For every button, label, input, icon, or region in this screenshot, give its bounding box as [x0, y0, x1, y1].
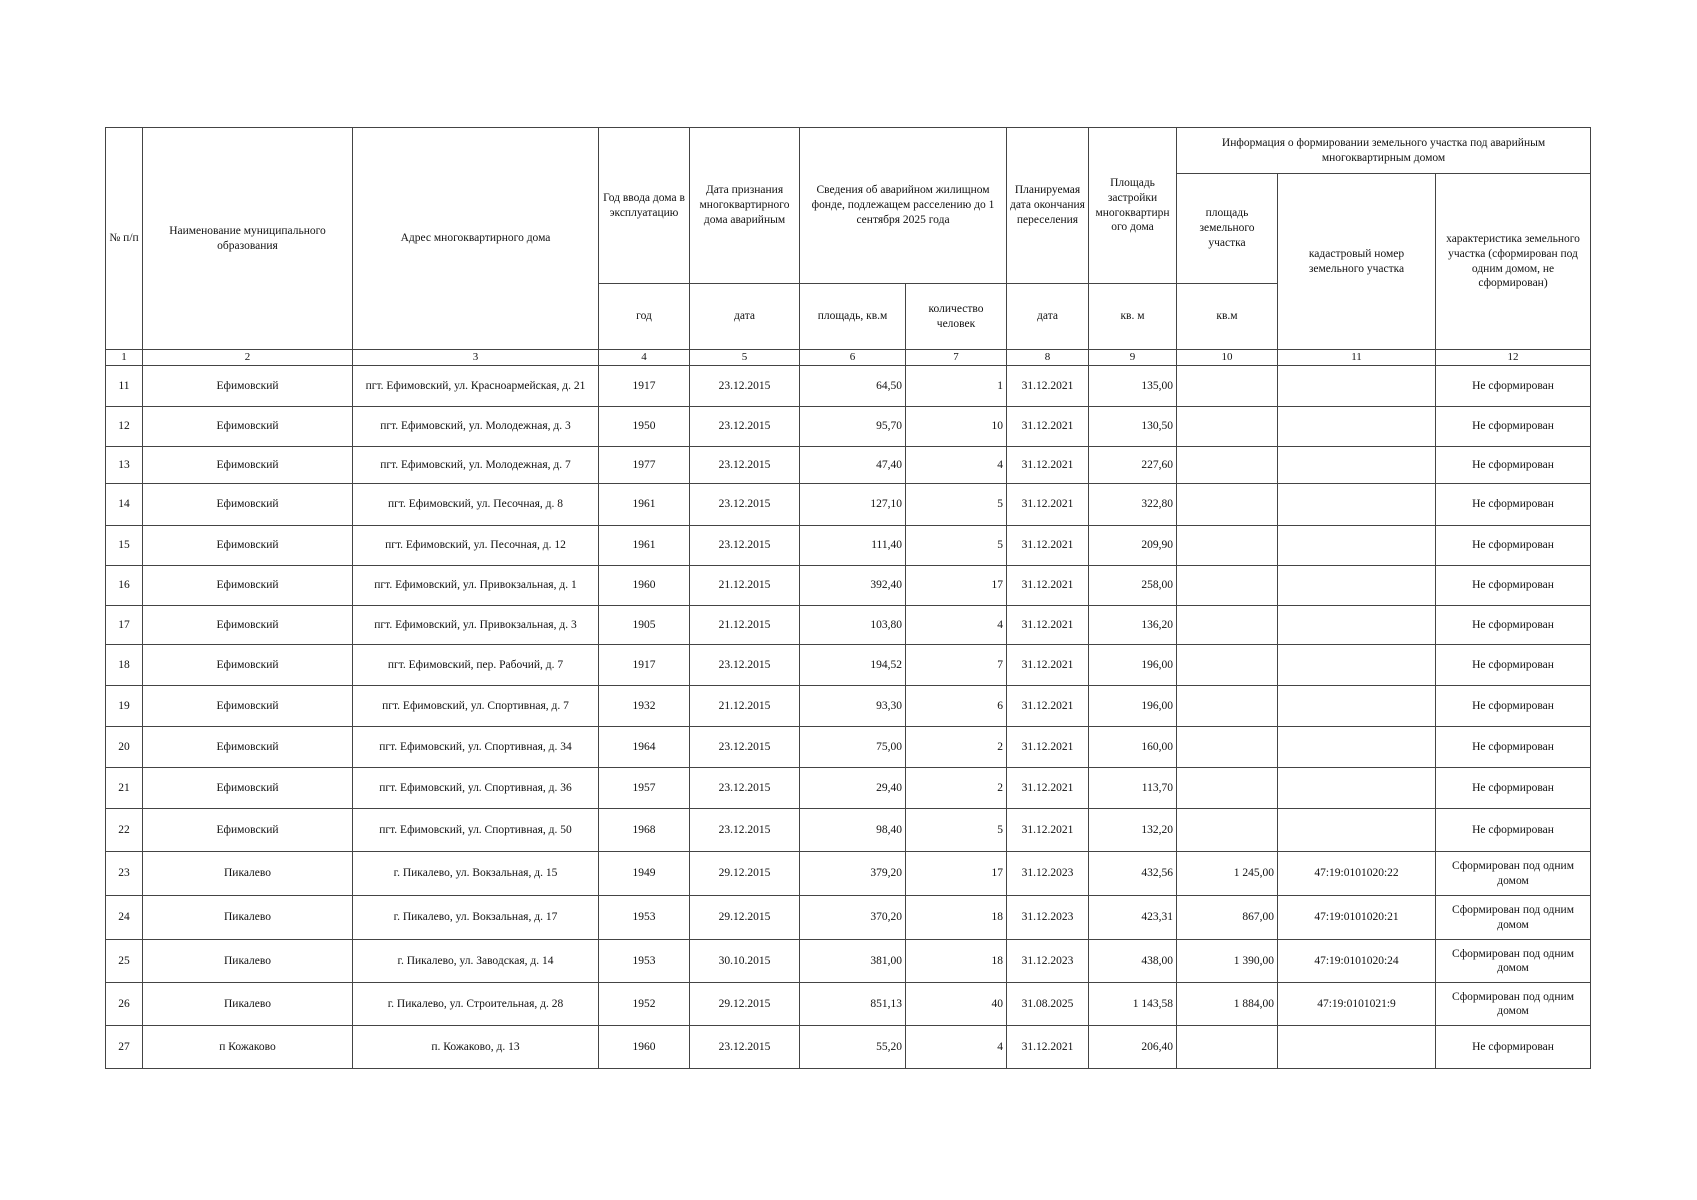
- built-area-cell: 132,20: [1089, 809, 1177, 852]
- cadastral-number-cell: [1278, 645, 1436, 686]
- land-status-cell: Не сформирован: [1436, 686, 1591, 727]
- address-cell: пгт. Ефимовский, ул. Спортивная, д. 50: [353, 809, 599, 852]
- row-number-cell: 17: [106, 606, 143, 645]
- table-row: [106, 1026, 1591, 1069]
- column-number: 5: [690, 350, 800, 366]
- cadastral-number-cell: [1278, 484, 1436, 526]
- row-number-cell: 22: [106, 809, 143, 852]
- year-cell: 1917: [599, 366, 690, 407]
- recognition-date-cell: 29.12.2015: [690, 852, 800, 896]
- header-land-group: Информация о формировании земельного участка под аварийным многоквартирным домом: [1177, 128, 1591, 174]
- header-municipality: Наименование муниципального образования: [143, 128, 353, 350]
- recognition-date-cell: 23.12.2015: [690, 727, 800, 768]
- area-cell: 98,40: [800, 809, 906, 852]
- row-number-cell: 25: [106, 940, 143, 983]
- area-cell: 379,20: [800, 852, 906, 896]
- area-cell: 103,80: [800, 606, 906, 645]
- table-row: [106, 645, 1591, 686]
- cadastral-number-cell: 47:19:0101020:24: [1278, 940, 1436, 983]
- municipality-cell: Ефимовский: [143, 606, 353, 645]
- cadastral-number-cell: [1278, 727, 1436, 768]
- planned-date-cell: 31.12.2021: [1007, 447, 1089, 484]
- built-area-cell: 1 143,58: [1089, 983, 1177, 1026]
- area-cell: 95,70: [800, 407, 906, 447]
- municipality-cell: Ефимовский: [143, 727, 353, 768]
- land-status-cell: Не сформирован: [1436, 727, 1591, 768]
- planned-date-cell: 31.12.2021: [1007, 727, 1089, 768]
- table-row: [106, 407, 1591, 447]
- land-area-cell: [1177, 686, 1278, 727]
- address-cell: пгт. Ефимовский, ул. Молодежная, д. 7: [353, 447, 599, 484]
- address-cell: пгт. Ефимовский, пер. Рабочий, д. 7: [353, 645, 599, 686]
- address-cell: пгт. Ефимовский, ул. Спортивная, д. 36: [353, 768, 599, 809]
- people-count-cell: 1: [906, 366, 1007, 407]
- area-cell: 55,20: [800, 1026, 906, 1069]
- table-row: [106, 983, 1591, 1026]
- built-area-cell: 206,40: [1089, 1026, 1177, 1069]
- column-number: 4: [599, 350, 690, 366]
- land-area-cell: [1177, 606, 1278, 645]
- cadastral-number-cell: [1278, 809, 1436, 852]
- planned-date-cell: 31.12.2023: [1007, 896, 1089, 940]
- people-count-cell: 5: [906, 809, 1007, 852]
- year-cell: 1952: [599, 983, 690, 1026]
- land-area-cell: [1177, 566, 1278, 606]
- header-address: Адрес многоквартирного дома: [353, 128, 599, 350]
- land-status-cell: Не сформирован: [1436, 447, 1591, 484]
- land-area-cell: [1177, 366, 1278, 407]
- area-cell: 392,40: [800, 566, 906, 606]
- people-count-cell: 5: [906, 484, 1007, 526]
- year-cell: 1977: [599, 447, 690, 484]
- land-area-cell: 1 245,00: [1177, 852, 1278, 896]
- row-number-cell: 26: [106, 983, 143, 1026]
- recognition-date-cell: 30.10.2015: [690, 940, 800, 983]
- unit-date: дата: [690, 284, 800, 350]
- year-cell: 1953: [599, 896, 690, 940]
- unit-area: площадь, кв.м: [800, 284, 906, 350]
- built-area-cell: 135,00: [1089, 366, 1177, 407]
- row-number-cell: 21: [106, 768, 143, 809]
- recognition-date-cell: 23.12.2015: [690, 366, 800, 407]
- table-row: [106, 809, 1591, 852]
- land-area-cell: [1177, 447, 1278, 484]
- planned-date-cell: 31.12.2021: [1007, 768, 1089, 809]
- address-cell: пгт. Ефимовский, ул. Привокзальная, д. 3: [353, 606, 599, 645]
- land-status-cell: Не сформирован: [1436, 566, 1591, 606]
- land-area-cell: [1177, 645, 1278, 686]
- year-cell: 1961: [599, 526, 690, 566]
- recognition-date-cell: 23.12.2015: [690, 809, 800, 852]
- unit-built-area: кв. м: [1089, 284, 1177, 350]
- land-status-cell: Не сформирован: [1436, 484, 1591, 526]
- land-area-cell: 867,00: [1177, 896, 1278, 940]
- row-number-cell: 12: [106, 407, 143, 447]
- land-area-cell: [1177, 484, 1278, 526]
- municipality-cell: Ефимовский: [143, 686, 353, 727]
- header-built-area: Площадь застройки многоквартирн ого дома: [1089, 128, 1177, 284]
- recognition-date-cell: 23.12.2015: [690, 484, 800, 526]
- row-number-cell: 23: [106, 852, 143, 896]
- table-row: [106, 366, 1591, 407]
- municipality-cell: Ефимовский: [143, 645, 353, 686]
- built-area-cell: 130,50: [1089, 407, 1177, 447]
- table-row: [106, 566, 1591, 606]
- column-number: 11: [1278, 350, 1436, 366]
- table-row: [106, 896, 1591, 940]
- area-cell: 194,52: [800, 645, 906, 686]
- table-row: [106, 526, 1591, 566]
- column-number: 10: [1177, 350, 1278, 366]
- row-number-cell: 19: [106, 686, 143, 727]
- table-row: [106, 727, 1591, 768]
- unit-year: год: [599, 284, 690, 350]
- table-header: [106, 128, 1591, 366]
- recognition-date-cell: 21.12.2015: [690, 686, 800, 727]
- year-cell: 1932: [599, 686, 690, 727]
- year-cell: 1968: [599, 809, 690, 852]
- municipality-cell: п Кожаково: [143, 1026, 353, 1069]
- unit-people: количество человек: [906, 284, 1007, 350]
- year-cell: 1961: [599, 484, 690, 526]
- built-area-cell: 209,90: [1089, 526, 1177, 566]
- year-cell: 1960: [599, 566, 690, 606]
- planned-date-cell: 31.12.2021: [1007, 407, 1089, 447]
- planned-date-cell: 31.12.2023: [1007, 852, 1089, 896]
- planned-date-cell: 31.08.2025: [1007, 983, 1089, 1026]
- people-count-cell: 17: [906, 566, 1007, 606]
- land-area-cell: [1177, 526, 1278, 566]
- year-cell: 1957: [599, 768, 690, 809]
- table-row: [106, 768, 1591, 809]
- cadastral-number-cell: 47:19:0101021:9: [1278, 983, 1436, 1026]
- land-status-cell: Не сформирован: [1436, 526, 1591, 566]
- built-area-cell: 196,00: [1089, 686, 1177, 727]
- land-status-cell: Не сформирован: [1436, 606, 1591, 645]
- row-number-cell: 11: [106, 366, 143, 407]
- land-status-cell: Не сформирован: [1436, 768, 1591, 809]
- municipality-cell: Пикалево: [143, 983, 353, 1026]
- table-row: [106, 852, 1591, 896]
- planned-date-cell: 31.12.2021: [1007, 566, 1089, 606]
- year-cell: 1949: [599, 852, 690, 896]
- area-cell: 93,30: [800, 686, 906, 727]
- built-area-cell: 438,00: [1089, 940, 1177, 983]
- unit-land-area: кв.м: [1177, 284, 1278, 350]
- land-status-cell: Сформирован под одним домом: [1436, 852, 1591, 896]
- column-number: 7: [906, 350, 1007, 366]
- year-cell: 1960: [599, 1026, 690, 1069]
- built-area-cell: 196,00: [1089, 645, 1177, 686]
- municipality-cell: Ефимовский: [143, 447, 353, 484]
- address-cell: пгт. Ефимовский, ул. Привокзальная, д. 1: [353, 566, 599, 606]
- built-area-cell: 160,00: [1089, 727, 1177, 768]
- row-number-cell: 20: [106, 727, 143, 768]
- people-count-cell: 18: [906, 896, 1007, 940]
- address-cell: пгт. Ефимовский, ул. Спортивная, д. 34: [353, 727, 599, 768]
- area-cell: 111,40: [800, 526, 906, 566]
- municipality-cell: Ефимовский: [143, 484, 353, 526]
- planned-date-cell: 31.12.2021: [1007, 686, 1089, 727]
- people-count-cell: 17: [906, 852, 1007, 896]
- built-area-cell: 423,31: [1089, 896, 1177, 940]
- planned-date-cell: 31.12.2023: [1007, 940, 1089, 983]
- recognition-date-cell: 29.12.2015: [690, 983, 800, 1026]
- year-cell: 1905: [599, 606, 690, 645]
- recognition-date-cell: 23.12.2015: [690, 1026, 800, 1069]
- area-cell: 64,50: [800, 366, 906, 407]
- row-number-cell: 15: [106, 526, 143, 566]
- row-number-cell: 18: [106, 645, 143, 686]
- land-status-cell: Не сформирован: [1436, 809, 1591, 852]
- municipality-cell: Ефимовский: [143, 768, 353, 809]
- cadastral-number-cell: 47:19:0101020:21: [1278, 896, 1436, 940]
- cadastral-number-cell: [1278, 447, 1436, 484]
- planned-date-cell: 31.12.2021: [1007, 526, 1089, 566]
- table-row: [106, 686, 1591, 727]
- built-area-cell: 258,00: [1089, 566, 1177, 606]
- recognition-date-cell: 29.12.2015: [690, 896, 800, 940]
- header-planned-date: Планируемая дата окончания переселения: [1007, 128, 1089, 284]
- column-number: 12: [1436, 350, 1591, 366]
- land-area-cell: [1177, 768, 1278, 809]
- cadastral-number-cell: [1278, 1026, 1436, 1069]
- land-area-cell: [1177, 727, 1278, 768]
- land-area-cell: [1177, 809, 1278, 852]
- planned-date-cell: 31.12.2021: [1007, 809, 1089, 852]
- address-cell: г. Пикалево, ул. Вокзальная, д. 15: [353, 852, 599, 896]
- address-cell: пгт. Ефимовский, ул. Песочная, д. 8: [353, 484, 599, 526]
- area-cell: 381,00: [800, 940, 906, 983]
- built-area-cell: 113,70: [1089, 768, 1177, 809]
- area-cell: 127,10: [800, 484, 906, 526]
- municipality-cell: Пикалево: [143, 896, 353, 940]
- people-count-cell: 18: [906, 940, 1007, 983]
- year-cell: 1950: [599, 407, 690, 447]
- municipality-cell: Ефимовский: [143, 407, 353, 447]
- people-count-cell: 10: [906, 407, 1007, 447]
- planned-date-cell: 31.12.2021: [1007, 366, 1089, 407]
- municipality-cell: Пикалево: [143, 940, 353, 983]
- area-cell: 75,00: [800, 727, 906, 768]
- municipality-cell: Ефимовский: [143, 809, 353, 852]
- land-status-cell: Сформирован под одним домом: [1436, 940, 1591, 983]
- header-emergency-fund: Сведения об аварийном жилищном фонде, подлежащем расселению до 1 сентября 2025 года: [800, 128, 1007, 284]
- row-number-cell: 16: [106, 566, 143, 606]
- recognition-date-cell: 23.12.2015: [690, 447, 800, 484]
- land-status-cell: Сформирован под одним домом: [1436, 983, 1591, 1026]
- recognition-date-cell: 23.12.2015: [690, 407, 800, 447]
- column-numbers-row: [106, 350, 1591, 366]
- municipality-cell: Ефимовский: [143, 566, 353, 606]
- people-count-cell: 40: [906, 983, 1007, 1026]
- people-count-cell: 5: [906, 526, 1007, 566]
- table-body: [106, 366, 1591, 1069]
- column-number: 1: [106, 350, 143, 366]
- header-recognition-date: Дата признания многоквартирного дома аварийным: [690, 128, 800, 284]
- cadastral-number-cell: [1278, 606, 1436, 645]
- column-number: 3: [353, 350, 599, 366]
- header-no: № п/п: [106, 128, 143, 350]
- people-count-cell: 4: [906, 1026, 1007, 1069]
- land-status-cell: Сформирован под одним домом: [1436, 896, 1591, 940]
- address-cell: г. Пикалево, ул. Строительная, д. 28: [353, 983, 599, 1026]
- row-number-cell: 27: [106, 1026, 143, 1069]
- table-row: [106, 447, 1591, 484]
- column-number: 9: [1089, 350, 1177, 366]
- land-area-cell: [1177, 407, 1278, 447]
- year-cell: 1917: [599, 645, 690, 686]
- address-cell: пгт. Ефимовский, ул. Красноармейская, д. 21: [353, 366, 599, 407]
- people-count-cell: 4: [906, 606, 1007, 645]
- column-number: 8: [1007, 350, 1089, 366]
- people-count-cell: 6: [906, 686, 1007, 727]
- cadastral-number-cell: [1278, 526, 1436, 566]
- table-row: [106, 606, 1591, 645]
- cadastral-number-cell: 47:19:0101020:22: [1278, 852, 1436, 896]
- column-number: 2: [143, 350, 353, 366]
- recognition-date-cell: 21.12.2015: [690, 606, 800, 645]
- people-count-cell: 7: [906, 645, 1007, 686]
- municipality-cell: Пикалево: [143, 852, 353, 896]
- recognition-date-cell: 21.12.2015: [690, 566, 800, 606]
- planned-date-cell: 31.12.2021: [1007, 484, 1089, 526]
- area-cell: 47,40: [800, 447, 906, 484]
- people-count-cell: 2: [906, 768, 1007, 809]
- land-status-cell: Не сформирован: [1436, 407, 1591, 447]
- people-count-cell: 2: [906, 727, 1007, 768]
- recognition-date-cell: 23.12.2015: [690, 645, 800, 686]
- row-number-cell: 24: [106, 896, 143, 940]
- header-land-status: характеристика земельного участка (сформирован под одним домом, не сформирован): [1436, 174, 1591, 350]
- land-area-cell: 1 884,00: [1177, 983, 1278, 1026]
- built-area-cell: 322,80: [1089, 484, 1177, 526]
- municipality-cell: Ефимовский: [143, 366, 353, 407]
- cadastral-number-cell: [1278, 366, 1436, 407]
- area-cell: 370,20: [800, 896, 906, 940]
- table-row: [106, 940, 1591, 983]
- header-land-area: площадь земельного участка: [1177, 174, 1278, 284]
- land-status-cell: Не сформирован: [1436, 645, 1591, 686]
- land-area-cell: [1177, 1026, 1278, 1069]
- address-cell: пгт. Ефимовский, ул. Песочная, д. 12: [353, 526, 599, 566]
- unit-planned-date: дата: [1007, 284, 1089, 350]
- header-cadastral: кадастровый номер земельного участка: [1278, 174, 1436, 350]
- land-status-cell: Не сформирован: [1436, 366, 1591, 407]
- planned-date-cell: 31.12.2021: [1007, 606, 1089, 645]
- table-row: [106, 484, 1591, 526]
- land-status-cell: Не сформирован: [1436, 1026, 1591, 1069]
- cadastral-number-cell: [1278, 686, 1436, 727]
- row-number-cell: 13: [106, 447, 143, 484]
- address-cell: пгт. Ефимовский, ул. Молодежная, д. 3: [353, 407, 599, 447]
- header-year: Год ввода дома в эксплуатацию: [599, 128, 690, 284]
- people-count-cell: 4: [906, 447, 1007, 484]
- address-cell: г. Пикалево, ул. Заводская, д. 14: [353, 940, 599, 983]
- land-area-cell: 1 390,00: [1177, 940, 1278, 983]
- recognition-date-cell: 23.12.2015: [690, 768, 800, 809]
- built-area-cell: 432,56: [1089, 852, 1177, 896]
- built-area-cell: 136,20: [1089, 606, 1177, 645]
- planned-date-cell: 31.12.2021: [1007, 645, 1089, 686]
- planned-date-cell: 31.12.2021: [1007, 1026, 1089, 1069]
- column-number: 6: [800, 350, 906, 366]
- address-cell: п. Кожаково, д. 13: [353, 1026, 599, 1069]
- recognition-date-cell: 23.12.2015: [690, 526, 800, 566]
- cadastral-number-cell: [1278, 566, 1436, 606]
- cadastral-number-cell: [1278, 407, 1436, 447]
- year-cell: 1953: [599, 940, 690, 983]
- emergency-housing-table: [105, 127, 1591, 1069]
- area-cell: 851,13: [800, 983, 906, 1026]
- year-cell: 1964: [599, 727, 690, 768]
- municipality-cell: Ефимовский: [143, 526, 353, 566]
- address-cell: г. Пикалево, ул. Вокзальная, д. 17: [353, 896, 599, 940]
- cadastral-number-cell: [1278, 768, 1436, 809]
- address-cell: пгт. Ефимовский, ул. Спортивная, д. 7: [353, 686, 599, 727]
- row-number-cell: 14: [106, 484, 143, 526]
- built-area-cell: 227,60: [1089, 447, 1177, 484]
- area-cell: 29,40: [800, 768, 906, 809]
